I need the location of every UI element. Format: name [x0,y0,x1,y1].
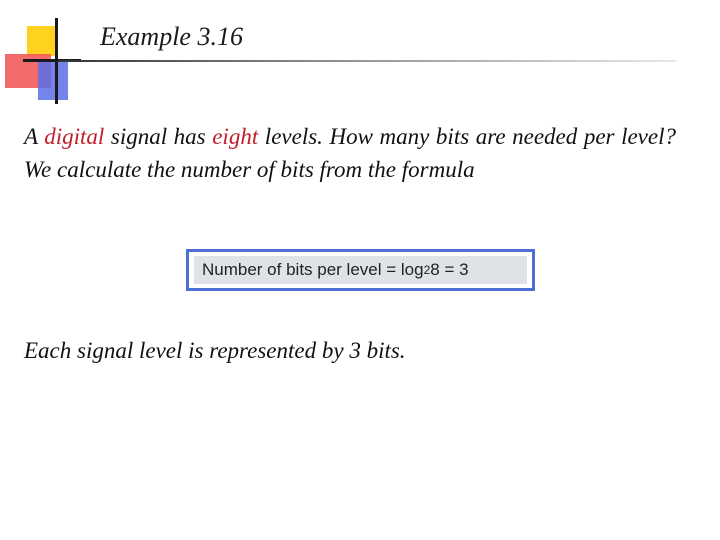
logo-blue-square [38,62,68,100]
formula-log-base: 2 [423,263,431,277]
corner-logo [0,0,110,110]
paragraph-part-2: signal has [104,124,213,149]
slide-title: Example 3.16 [100,22,243,51]
conclusion-text: Each signal level is represented by 3 bits. [24,338,406,363]
formula-rhs: 8 = 3 [430,260,469,279]
logo-yellow-square [27,26,57,56]
highlight-digital: digital [44,124,105,149]
question-paragraph [24,120,676,186]
paragraph-part-3: levels. How many bits are needed per level? We calculate the number of bits from the formula [24,124,676,182]
formula-box [186,249,535,291]
formula [194,256,527,284]
highlight-eight: eight [212,124,259,149]
paragraph-part-1: A [24,124,45,149]
formula-lhs: Number of bits per level = log [202,260,424,279]
title-underline [58,60,676,62]
